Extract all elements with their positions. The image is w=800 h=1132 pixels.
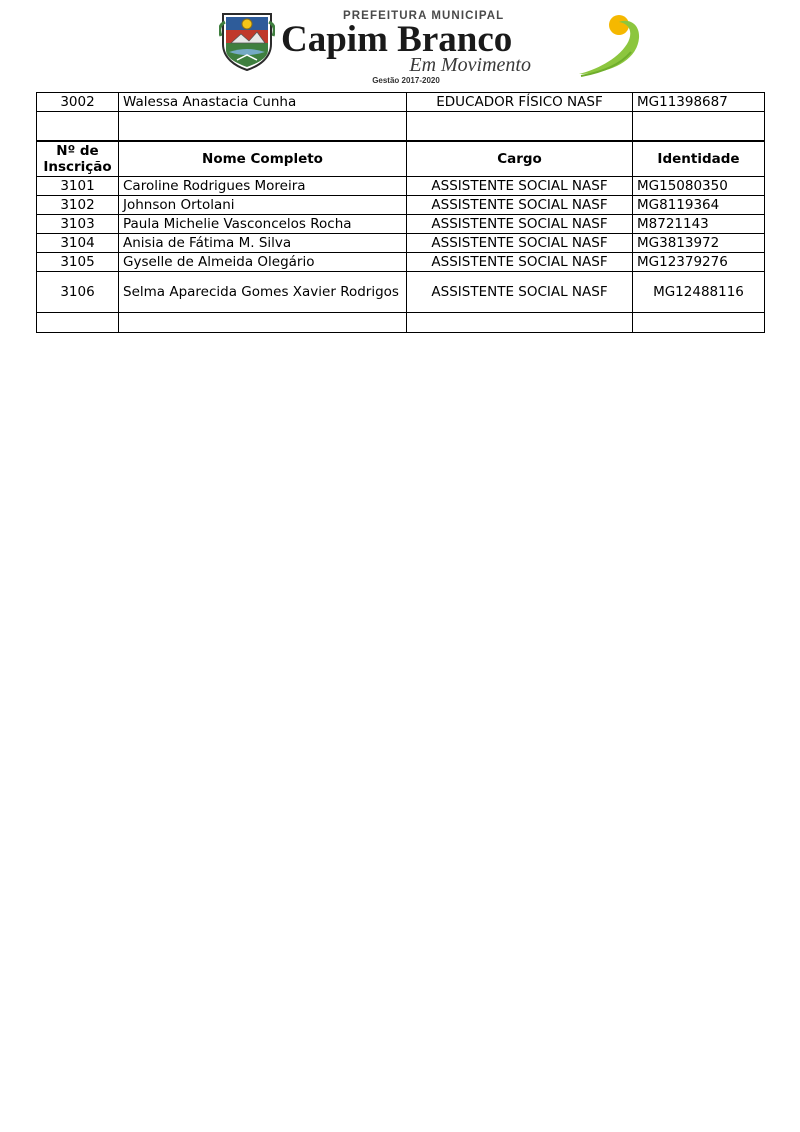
table-row [37, 177, 765, 196]
cell-numero [37, 112, 119, 141]
table-row [37, 253, 765, 272]
header-identidade: Identidade [633, 142, 765, 177]
main-registration-table [36, 141, 765, 333]
cell-cargo: ASSISTENTE SOCIAL NASF [407, 177, 633, 196]
tables-container [36, 92, 764, 333]
gestao-label: Gestão 2017-2020 [372, 76, 440, 85]
cell-identidade: MG11398687 [633, 93, 765, 112]
cell-nome: Caroline Rodrigues Moreira [119, 177, 407, 196]
cell-numero: 3105 [37, 253, 119, 272]
cell-identidade: MG3813972 [633, 234, 765, 253]
cell-cargo: EDUCADOR FÍSICO NASF [407, 93, 633, 112]
cell-identidade: MG15080350 [633, 177, 765, 196]
header-cargo: Cargo [407, 142, 633, 177]
cell-nome: Selma Aparecida Gomes Xavier Rodrigos [119, 272, 407, 313]
table-row [37, 196, 765, 215]
table-row [37, 215, 765, 234]
logo-block [219, 10, 581, 85]
table-row [37, 272, 765, 313]
cell-nome: Paula Michelie Vasconcelos Rocha [119, 215, 407, 234]
cell-nome [119, 112, 407, 141]
table-row [37, 93, 765, 112]
table-header-row [37, 142, 765, 177]
cell-cargo [407, 313, 633, 333]
cell-numero: 3106 [37, 272, 119, 313]
cell-numero: 3101 [37, 177, 119, 196]
green-swoosh-icon [573, 14, 653, 80]
top-registration-table [36, 92, 765, 141]
document-header [0, 0, 800, 85]
cell-identidade [633, 112, 765, 141]
cell-nome: Walessa Anastacia Cunha [119, 93, 407, 112]
cell-identidade: M8721143 [633, 215, 765, 234]
cell-identidade [633, 313, 765, 333]
cell-cargo [407, 112, 633, 141]
cell-cargo: ASSISTENTE SOCIAL NASF [407, 196, 633, 215]
cell-cargo: ASSISTENTE SOCIAL NASF [407, 253, 633, 272]
cell-identidade: MG12379276 [633, 253, 765, 272]
header-nome: Nome Completo [119, 142, 407, 177]
cell-nome: Johnson Ortolani [119, 196, 407, 215]
table-row [37, 313, 765, 333]
table-row [37, 112, 765, 141]
table-row [37, 234, 765, 253]
cell-numero: 3102 [37, 196, 119, 215]
cell-numero [37, 313, 119, 333]
prefeitura-label: PREFEITURA MUNICIPAL [343, 10, 505, 22]
cell-identidade: MG12488116 [633, 272, 765, 313]
logo-wordmark [281, 10, 581, 85]
brand-tagline: Em Movimento [409, 54, 531, 76]
cell-identidade: MG8119364 [633, 196, 765, 215]
brand-name: Capim Branco [281, 19, 513, 60]
cell-numero: 3104 [37, 234, 119, 253]
cell-cargo: ASSISTENTE SOCIAL NASF [407, 272, 633, 313]
cell-nome: Anisia de Fátima M. Silva [119, 234, 407, 253]
cell-nome [119, 313, 407, 333]
header-numero: Nº de Inscrição [37, 142, 119, 177]
cell-nome: Gyselle de Almeida Olegário [119, 253, 407, 272]
cell-cargo: ASSISTENTE SOCIAL NASF [407, 215, 633, 234]
cell-cargo: ASSISTENTE SOCIAL NASF [407, 234, 633, 253]
cell-numero: 3002 [37, 93, 119, 112]
cell-numero: 3103 [37, 215, 119, 234]
municipal-coat-of-arms-icon [219, 10, 275, 72]
